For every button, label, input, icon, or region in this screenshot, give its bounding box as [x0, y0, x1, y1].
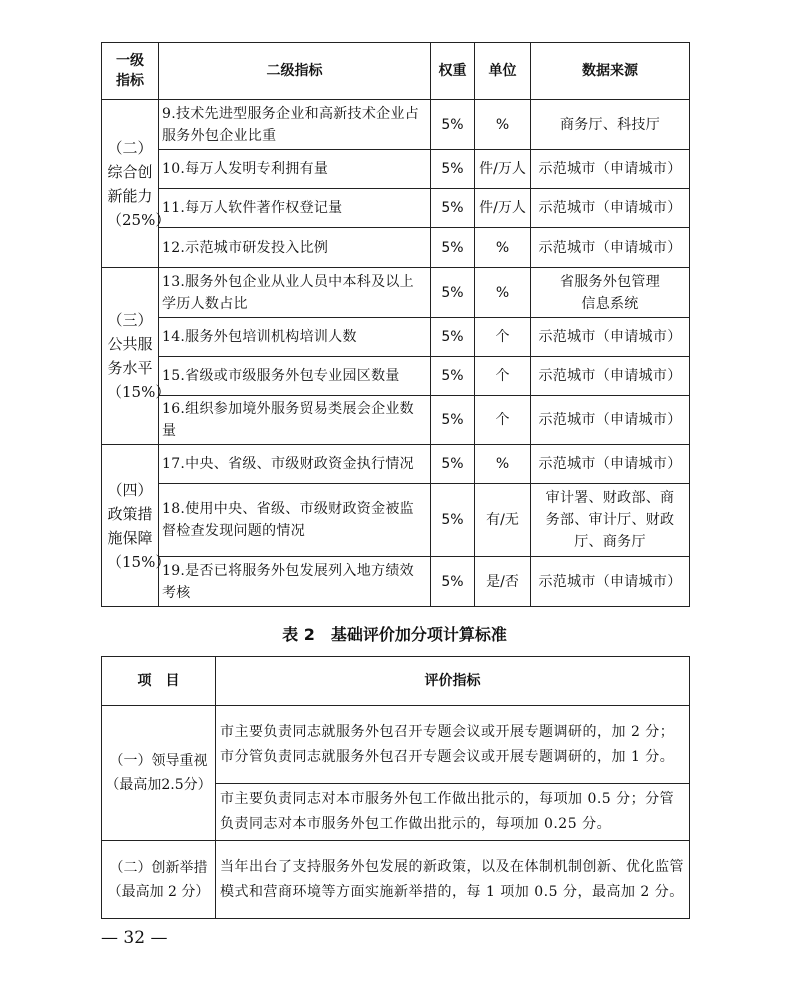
header-criteria: 评价指标: [216, 657, 690, 706]
category-cell: （三）公共服务水平（15%）: [102, 268, 159, 445]
header-level1: 一级指标: [102, 43, 159, 100]
table-row: [102, 445, 690, 484]
table-row: [102, 841, 690, 919]
unit-cell: %: [475, 100, 531, 150]
indicator-cell: 9.技术先进型服务企业和高新技术企业占服务外包企业比重: [159, 100, 431, 150]
unit-cell: 个: [475, 318, 531, 357]
weight-cell: 5%: [431, 150, 475, 189]
source-cell: 示范城市（申请城市）: [531, 557, 690, 607]
category-cell: （四）政策措施保障（15%）: [102, 445, 159, 607]
table-header-row: [102, 657, 690, 706]
criteria-cell: 当年出台了支持服务外包发展的新政策，以及在体制机制创新、优化监管模式和营商环境等方面实施新举措的，每 1 项加 0.5 分，最高加 2 分。: [216, 841, 690, 919]
indicator-cell: 14.服务外包培训机构培训人数: [159, 318, 431, 357]
criteria-cell: 市主要负责同志就服务外包召开专题会议或开展专题调研的，加 2 分；市分管负责同志就服务外包召开专题会议或开展专题调研的，加 1 分。: [216, 706, 690, 784]
table-row: [102, 189, 690, 228]
unit-cell: 件/万人: [475, 150, 531, 189]
indicator-cell: 10.每万人发明专利拥有量: [159, 150, 431, 189]
source-cell: 审计署、财政部、商务部、审计厅、财政厅、商务厅: [531, 484, 690, 557]
indicator-cell: 15.省级或市级服务外包专业园区数量: [159, 357, 431, 396]
table-row: [102, 228, 690, 268]
unit-cell: 个: [475, 357, 531, 396]
indicator-cell: 12.示范城市研发投入比例: [159, 228, 431, 268]
source-cell: 省服务外包管理信息系统: [531, 268, 690, 318]
source-cell: 示范城市（申请城市）: [531, 357, 690, 396]
weight-cell: 5%: [431, 228, 475, 268]
weight-cell: 5%: [431, 357, 475, 396]
unit-cell: %: [475, 445, 531, 484]
page-number: — 32 —: [101, 928, 168, 948]
table-row: [102, 706, 690, 784]
indicator-cell: 13.服务外包企业从业人员中本科及以上学历人数占比: [159, 268, 431, 318]
unit-cell: 个: [475, 396, 531, 445]
indicator-cell: 18.使用中央、省级、市级财政资金被监督检查发现问题的情况: [159, 484, 431, 557]
source-cell: 示范城市（申请城市）: [531, 150, 690, 189]
table2-caption: 表 2 基础评价加分项计算标准: [282, 625, 507, 644]
source-cell: 示范城市（申请城市）: [531, 189, 690, 228]
weight-cell: 5%: [431, 445, 475, 484]
header-weight: 权重: [431, 43, 475, 100]
unit-cell: %: [475, 268, 531, 318]
weight-cell: 5%: [431, 396, 475, 445]
unit-cell: 有/无: [475, 484, 531, 557]
table-row: [102, 268, 690, 318]
source-cell: 商务厅、科技厅: [531, 100, 690, 150]
indicator-cell: 11.每万人软件著作权登记量: [159, 189, 431, 228]
header-source: 数据来源: [531, 43, 690, 100]
table-header-row: [102, 43, 690, 100]
indicator-cell: 19.是否已将服务外包发展列入地方绩效考核: [159, 557, 431, 607]
weight-cell: 5%: [431, 557, 475, 607]
source-cell: 示范城市（申请城市）: [531, 318, 690, 357]
indicator-table: [101, 42, 690, 607]
indicator-cell: 17.中央、省级、市级财政资金执行情况: [159, 445, 431, 484]
table-row: [102, 100, 690, 150]
weight-cell: 5%: [431, 484, 475, 557]
weight-cell: 5%: [431, 100, 475, 150]
unit-cell: 是/否: [475, 557, 531, 607]
table-row: [102, 318, 690, 357]
category-cell: （二）综合创新能力（25%）: [102, 100, 159, 268]
source-cell: 示范城市（申请城市）: [531, 228, 690, 268]
indicator-cell: 16.组织参加境外服务贸易类展会企业数量: [159, 396, 431, 445]
table-row: [102, 150, 690, 189]
table-row: [102, 557, 690, 607]
source-cell: 示范城市（申请城市）: [531, 445, 690, 484]
item-cell: （二）创新举措（最高加 2 分）: [102, 841, 216, 919]
bonus-criteria-table: [101, 656, 690, 919]
weight-cell: 5%: [431, 189, 475, 228]
item-cell: （一）领导重视（最高加2.5分）: [102, 706, 216, 841]
weight-cell: 5%: [431, 318, 475, 357]
table-row: [102, 484, 690, 557]
unit-cell: %: [475, 228, 531, 268]
weight-cell: 5%: [431, 268, 475, 318]
source-cell: 示范城市（申请城市）: [531, 396, 690, 445]
header-level2: 二级指标: [159, 43, 431, 100]
criteria-cell: 市主要负责同志对本市服务外包工作做出批示的，每项加 0.5 分；分管负责同志对本市服务外包工作做出批示的，每项加 0.25 分。: [216, 784, 690, 841]
header-unit: 单位: [475, 43, 531, 100]
table-row: [102, 396, 690, 445]
unit-cell: 件/万人: [475, 189, 531, 228]
header-item: 项 目: [102, 657, 216, 706]
table-row: [102, 357, 690, 396]
